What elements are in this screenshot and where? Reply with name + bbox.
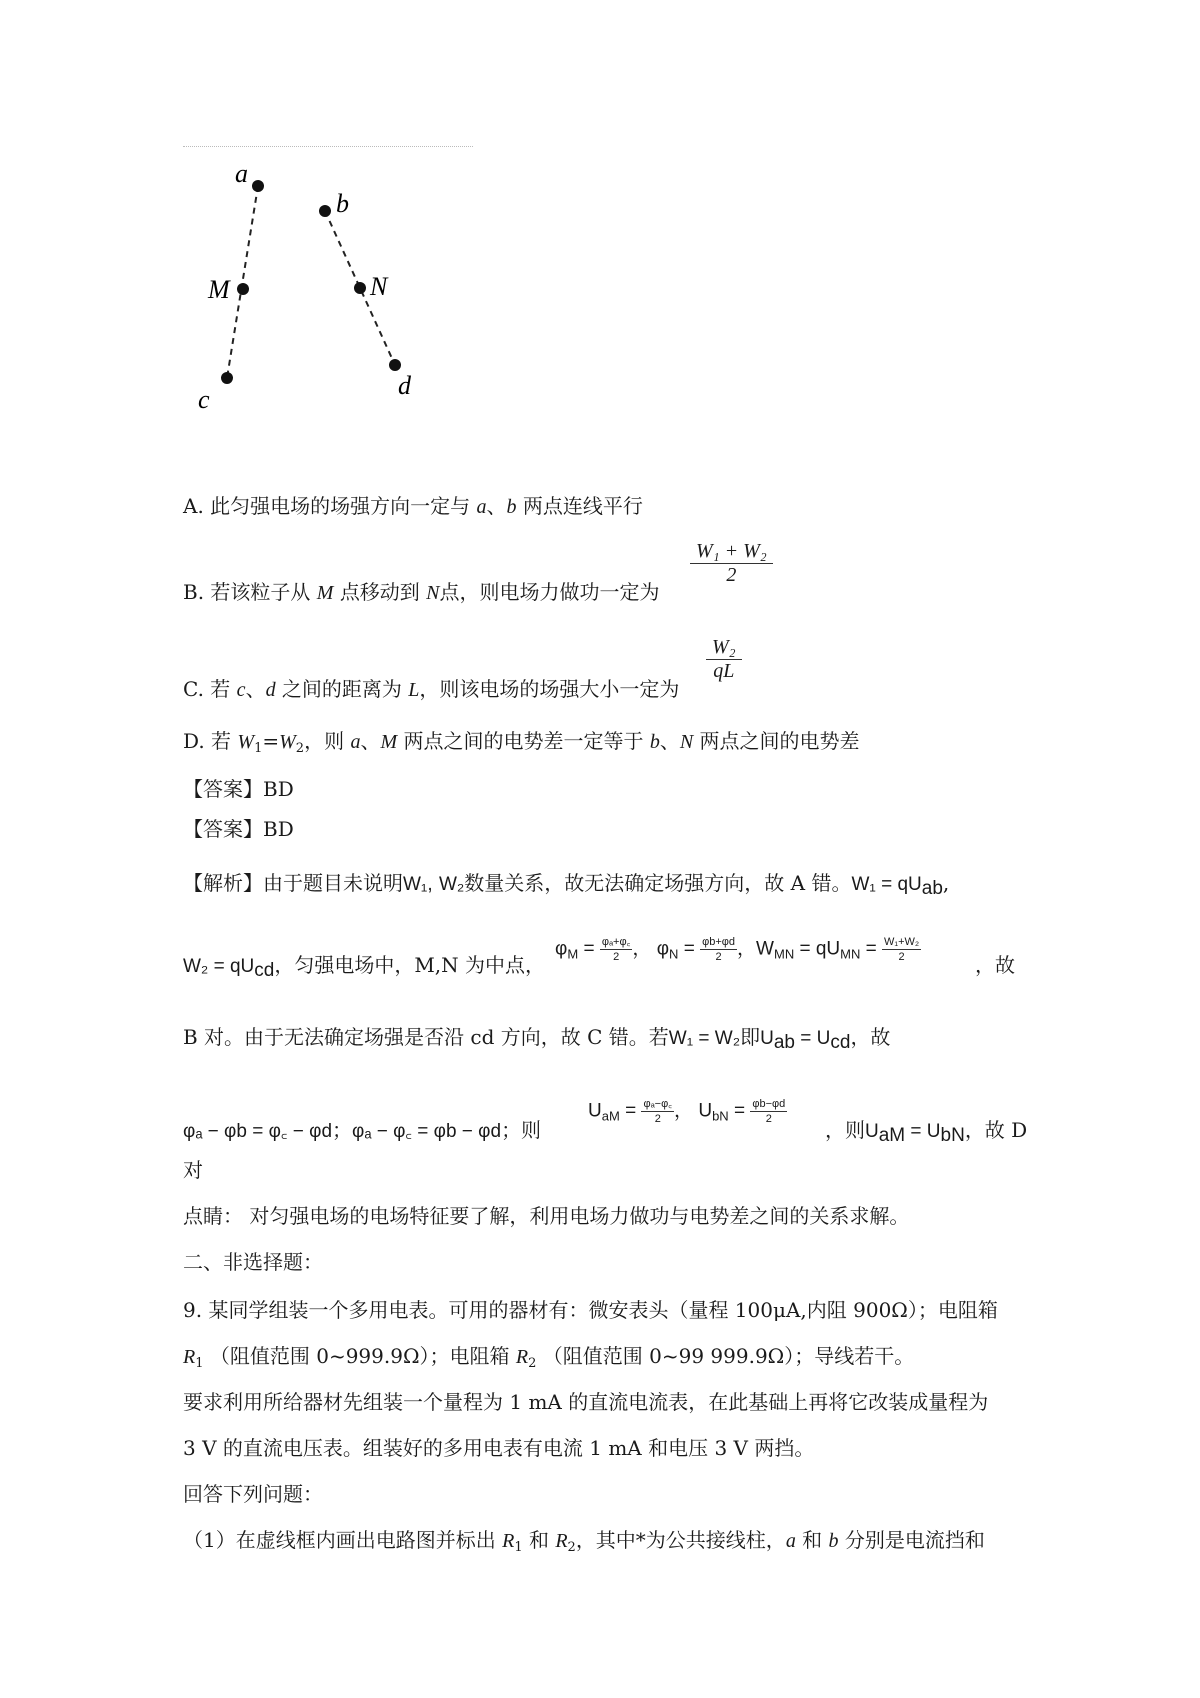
label-b: b [336, 189, 349, 218]
point-N [354, 282, 366, 294]
answer-line-2: 【答案】BD [183, 817, 294, 841]
u-bn-fraction: $\frac{\varphi b-\varphi d}{2}$ [752, 1098, 786, 1125]
analysis-line-4-end: ，则UaM = UbN，故 D [825, 1118, 1028, 1146]
point-b [319, 205, 331, 217]
point-d [389, 359, 401, 371]
line-a-c [227, 186, 258, 378]
q9-line-5: 回答下列问题： [183, 1482, 323, 1506]
q9-line-2: $R_1$ （阻值范围 0~999.9Ω）；电阻箱 $R_2$ （阻值范围 0~99 999.9Ω）；导线若干。 [183, 1344, 915, 1371]
answer-line-1: 【答案】BD [183, 777, 294, 801]
label-c: c [198, 385, 210, 414]
q9-line-4: 3 V 的直流电压表。组装好的多用电表有电流 1 mA 和电压 3 V 两挡。 [183, 1436, 815, 1460]
phi-n-fraction: $\frac{\varphi b+\varphi d}{2}$ [702, 936, 736, 963]
label-M: M [208, 275, 230, 304]
option-c-fraction: $\frac{\text{W₂}}{qL}$ [706, 636, 742, 683]
w-mn-fraction: $\frac{\text{W₁+W₂}}{2}$ [884, 936, 920, 963]
analysis-line-4-formulas: $U_{aM}$ = $\frac{\text{φₐ−φ꜀}}{2}$ ， $U_{bN}$ = $\frac{\varphi b-\varphi d}{2}$ [588, 1098, 786, 1125]
option-a: A. 此匀强电场的场强方向一定与 a、b 两点连线平行 [183, 494, 643, 518]
u-am-fraction: $\frac{\text{φₐ−φ꜀}}{2}$ [643, 1098, 673, 1125]
comment-line: 点睛： 对匀强电场的电场特征要了解，利用电场力做功与电势差之间的关系求解。 [183, 1204, 910, 1228]
analysis-line-2-end: ，故 [975, 953, 1015, 977]
section-heading: 二、非选择题： [183, 1250, 323, 1274]
point-M [237, 283, 249, 295]
option-c: C. 若 c、d 之间的距离为 L，则该电场的场强大小一定为 [183, 677, 680, 701]
field-points-figure [180, 150, 470, 420]
label-N: N [370, 272, 388, 301]
q9-line-3: 要求利用所给器材先组装一个量程为 1 mA 的直流电流表，在此基础上再将它改装成量程为 [183, 1390, 989, 1414]
phi-m-fraction: $\frac{\text{φₐ+φ꜀}}{2}$ [601, 936, 631, 963]
point-a [252, 180, 264, 192]
point-c [221, 372, 233, 384]
analysis-line-2: W₂ = qUcd，匀强电场中，M,N 为中点， [183, 953, 546, 981]
analysis-line-5: 对 [183, 1158, 203, 1182]
label-d: d [398, 371, 411, 400]
option-d: D. 若 $W_1=W_2$，则 a、M 两点之间的电势差一定等于 b、N 两点之间的电势差 [183, 729, 860, 756]
option-b: B. 若该粒子从 M 点移动到 N点，则电场力做功一定为 [183, 580, 660, 604]
q9-line-1: 9. 某同学组装一个多用电表。可用的器材有：微安表头（量程 100μA,内阻 900Ω）；电阻箱 [183, 1298, 998, 1322]
analysis-line-1: 【解析】由于题目未说明W₁, W₂数量关系，故无法确定场强方向，故 A 错。W₁ = qUab, [183, 871, 950, 899]
top-dotted-rule [183, 146, 473, 147]
q9-line-6: （1）在虚线框内画出电路图并标出 $R_1$ 和 $R_2$，其中*为公共接线柱，a 和 b 分别是电流挡和 [183, 1528, 985, 1555]
option-b-fraction: $\frac{\text{W₁ + W₂}}{2}$ [690, 540, 773, 587]
analysis-line-4: φₐ − φb = φ꜀ − φd；φₐ − φ꜀ = φb − φd；则 [183, 1118, 542, 1142]
label-a: a [235, 159, 248, 188]
analysis-line-3: B 对。由于无法确定场强是否沿 cd 方向，故 C 错。若W₁ = W₂即Uab = Ucd，故 [183, 1025, 891, 1053]
analysis-line-2-formulas: $\varphi_M$ = $\frac{\text{φₐ+φ꜀}}{2}$ ， $\varphi_N$ = $\frac{\varphi b+\varphi d}{2}$ ，$W_{MN} = qU_{MN}$ = $\frac{\text{W₁+W₂}}{2}$ [555, 936, 920, 963]
